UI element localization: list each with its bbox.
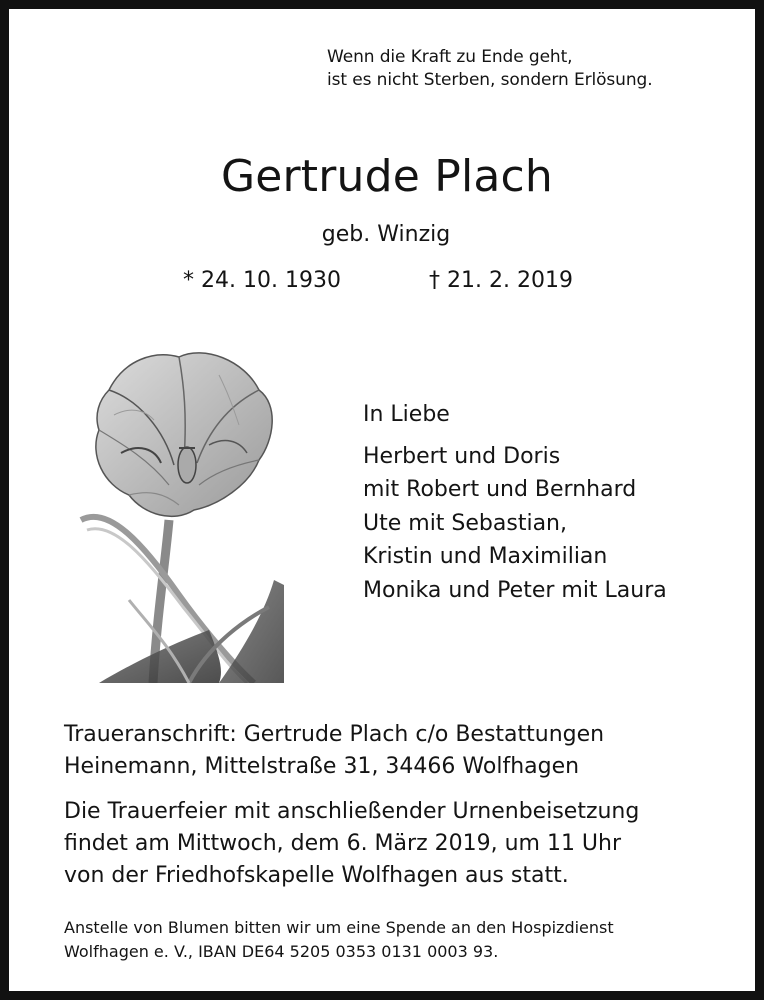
birth-date: * 24. 10. 1930 (183, 268, 341, 293)
address-line-2: Heinemann, Mittelstraße 31, 34466 Wolfhagen (64, 754, 580, 779)
quote-line-2: ist es nicht Sterben, sondern Erlösung. (327, 70, 653, 90)
quote (327, 46, 653, 92)
ceremony-line-1: Die Trauerfeier mit anschließender Urnenbeisetzung (64, 799, 640, 824)
family-line: Ute mit Sebastian, (363, 510, 567, 536)
deceased-name: Gertrude Plach (220, 151, 554, 202)
tulip-drawing-icon (69, 345, 289, 683)
family-line: mit Robert und Bernhard (363, 477, 637, 502)
donation-line-2: Wolfhagen e. V., IBAN DE64 5205 0353 0131 0003 93. (64, 942, 499, 961)
family-line: Herbert und Doris (363, 443, 561, 469)
family-line: Kristin und Maximilian (363, 544, 608, 569)
funeral-ceremony-info (64, 796, 639, 892)
ceremony-line-2: findet am Mittwoch, dem 6. März 2019, um 11 Uhr (64, 831, 622, 856)
death-date: † 21. 2. 2019 (429, 268, 573, 293)
quote-line-1: Wenn die Kraft zu Ende geht, (327, 47, 573, 67)
family-intro: In Liebe (363, 402, 450, 427)
ceremony-line-3: von der Friedhofskapelle Wolfhagen aus statt. (64, 863, 569, 888)
family-gap (363, 432, 667, 440)
donation-request (64, 916, 614, 964)
family-line: Monika und Peter mit Laura (363, 577, 667, 603)
address-line-1: Traueranschrift: Gertrude Plach c/o Bestattungen (64, 722, 605, 747)
mourning-address (64, 719, 604, 783)
donation-line-1: Anstelle von Blumen bitten wir um eine Spende an den Hospizdienst (64, 918, 614, 937)
maiden-name: geb. Winzig (321, 222, 451, 247)
family-list (363, 398, 667, 607)
